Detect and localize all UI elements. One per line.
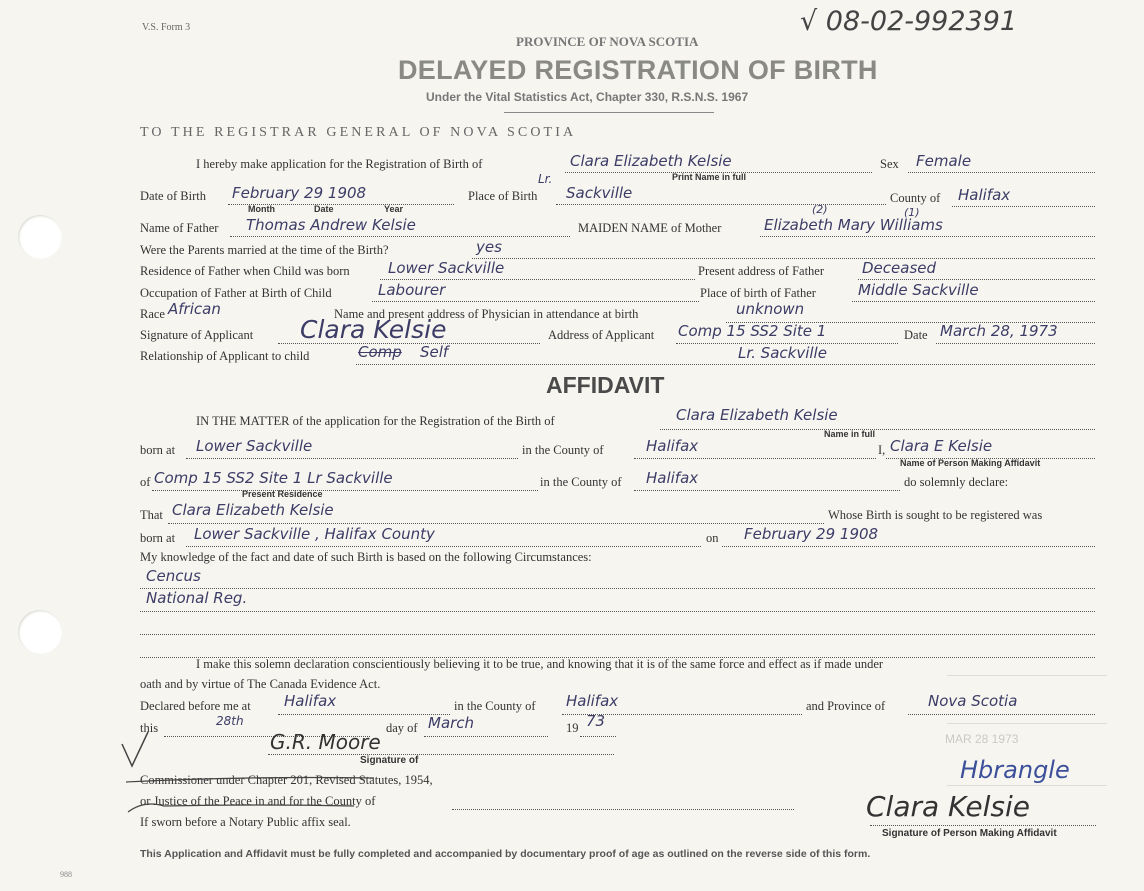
circ-line-2 (140, 599, 1095, 612)
commissioner-signature[interactable]: G.R. Moore (270, 730, 381, 754)
of-label: of (140, 475, 151, 489)
that-field[interactable]: Clara Elizabeth Kelsie (172, 501, 334, 519)
date-label: Date (904, 328, 928, 342)
commissioner-line-1: Commissioner under Chapter 201, Revised Statutes, 1954, (140, 773, 433, 787)
affidavit-county-field[interactable]: Halifax (646, 437, 699, 455)
relationship-line (356, 352, 1095, 365)
dob-label: Date of Birth (140, 189, 206, 203)
decl-county-field[interactable]: Halifax (566, 692, 619, 710)
that-label: That (140, 508, 163, 522)
relationship-field[interactable]: Self (420, 343, 449, 361)
mother-mark-1: (1) (904, 206, 920, 219)
physician-label: Name and present address of Physician in attendance at birth (334, 307, 639, 321)
county2-field[interactable]: Halifax (646, 469, 699, 487)
relationship-strike: Comp (358, 343, 402, 361)
sig-applicant-label: Signature of Applicant (140, 328, 254, 342)
pob-lr: Lr. (538, 172, 553, 186)
relationship-label: Relationship of Applicant to child (140, 349, 310, 363)
pob-father-field[interactable]: Middle Sackville (858, 281, 979, 299)
day-of-label: day of (386, 721, 418, 735)
matter-text: IN THE MATTER of the application for the Registration of the Birth of (196, 414, 555, 428)
residence-field[interactable]: Comp 15 SS2 Site 1 Lr Sackville (154, 469, 393, 487)
form-code: V.S. Form 3 (142, 22, 191, 33)
occupation-field[interactable]: Labourer (378, 281, 446, 299)
child-name-field[interactable]: Clara Elizabeth Kelsie (570, 152, 732, 170)
circ-field-1[interactable]: Cencus (146, 567, 201, 585)
mother-field[interactable]: Elizabeth Mary Williams (764, 216, 943, 234)
footer-note: This Application and Affidavit must be fully completed and accompanied by documentary proof of age as outlined on the reverse side of this form. (140, 848, 871, 860)
affidavit-county-label: in the County of (522, 443, 604, 457)
province-heading: PROVINCE OF NOVA SCOTIA (516, 34, 699, 49)
pob-field[interactable]: Sackville (566, 184, 633, 202)
present-father-label: Present address of Father (698, 264, 825, 278)
res-father-field[interactable]: Lower Sackville (388, 259, 505, 277)
race-label: Race (140, 307, 165, 321)
pob-label: Place of Birth (468, 189, 538, 203)
this-field[interactable]: 28th (216, 714, 244, 728)
punch-hole-bottom (18, 610, 62, 654)
born-at-label: born at (140, 443, 176, 457)
date-field[interactable]: March 28, 1973 (940, 322, 1058, 340)
father-label: Name of Father (140, 221, 219, 235)
sex-field[interactable]: Female (916, 152, 972, 170)
knowledge-label: My knowledge of the fact and date of such Birth is based on the following Circumstances: (140, 550, 592, 564)
res-father-label: Residence of Father when Child was born (140, 264, 350, 278)
father-field[interactable]: Thomas Andrew Kelsie (246, 216, 416, 234)
commissioner-underline-1 (124, 768, 384, 833)
declared-field[interactable]: Halifax (284, 692, 337, 710)
addr-applicant-line2[interactable]: Lr. Sackville (738, 344, 827, 362)
born-at2-field[interactable]: Lower Sackville , Halifax County (194, 525, 435, 543)
form-subtitle: Under the Vital Statistics Act, Chapter 330, R.S.N.S. 1967 (426, 90, 749, 104)
born-at-field[interactable]: Lower Sackville (196, 437, 313, 455)
affiant-name-field[interactable]: Clara E Kelsie (890, 437, 993, 455)
circ-line-1 (140, 576, 1095, 589)
present-residence-hint: Present Residence (242, 489, 323, 499)
commissioner-line-2: or Justice of the Peace in and for the County of (140, 794, 376, 808)
addr-applicant-field[interactable]: Comp 15 SS2 Site 1 (678, 322, 827, 340)
born-at2-label: born at (140, 531, 176, 545)
year-field[interactable]: 73 (586, 712, 606, 730)
sex-label: Sex (880, 157, 899, 171)
day-of-field[interactable]: March (428, 714, 475, 732)
this-label: this (140, 721, 159, 735)
year-prefix: 19 (566, 721, 579, 735)
affiant-sig-line (870, 825, 1096, 826)
affidavit-heading: AFFIDAVIT (546, 372, 665, 398)
occupation-label: Occupation of Father at Birth of Child (140, 286, 332, 300)
county-label: County of (890, 191, 941, 205)
dob-month-hint: Month (248, 204, 275, 214)
affiant-signature[interactable]: Clara Kelsie (866, 790, 1031, 823)
extra-signature[interactable]: Hbrangle (960, 756, 1070, 784)
mother-mark-2: (2) (812, 203, 828, 216)
registration-number: √ 08-02-992391 (800, 6, 1018, 37)
declared-label: Declared before me at (140, 699, 251, 713)
province-label: and Province of (806, 699, 886, 713)
province-field[interactable]: Nova Scotia (928, 692, 1018, 710)
jp-county-line (452, 797, 794, 810)
married-label: Were the Parents married at the time of the Birth? (140, 243, 389, 257)
name-in-full-hint: Name in full (824, 429, 876, 439)
subtitle-rule (504, 112, 714, 113)
county-field[interactable]: Halifax (958, 186, 1011, 204)
to-registrar: TO THE REGISTRAR GENERAL OF NOVA SCOTIA (140, 125, 577, 140)
on-field[interactable]: February 29 1908 (744, 525, 879, 543)
physician-field[interactable]: unknown (736, 300, 805, 318)
sig-applicant-field[interactable]: Clara Kelsie (300, 315, 447, 344)
pob-father-label: Place of birth of Father (700, 286, 816, 300)
dob-field[interactable]: February 29 1908 (232, 184, 367, 202)
dob-date-hint: Date (314, 204, 334, 214)
i-label: I, (878, 443, 886, 457)
on-label: on (706, 531, 719, 545)
married-field[interactable]: yes (476, 238, 502, 256)
person-hint: Name of Person Making Affidavit (900, 458, 1041, 468)
present-father-field[interactable]: Deceased (862, 259, 937, 277)
signature-of-label: Signature of (360, 755, 419, 766)
race-field[interactable]: African (168, 300, 221, 318)
whose-label: Whose Birth is sought to be registered was (828, 508, 1043, 522)
addr-applicant-label: Address of Applicant (548, 328, 655, 342)
commissioner-sig-line (268, 754, 614, 755)
circ-field-2[interactable]: National Reg. (146, 589, 248, 607)
solemn-line-1: I make this solemn declaration conscientiously believing it to be true, and knowing that it is of the same force and effect as if made under (196, 657, 884, 671)
mother-label: MAIDEN NAME of Mother (578, 221, 722, 235)
form-title: DELAYED REGISTRATION OF BIRTH (398, 55, 878, 85)
print-name-hint: Print Name in full (672, 172, 747, 182)
footer-code: 988 (60, 870, 72, 879)
punch-hole-top (18, 215, 62, 259)
decl-county-label: in the County of (454, 699, 536, 713)
application-intro: I hereby make application for the Registration of Birth of (196, 157, 483, 171)
circ-line-3 (140, 622, 1095, 635)
affiant-sig-label: Signature of Person Making Affidavit (882, 828, 1057, 839)
dob-year-hint: Year (384, 204, 404, 214)
notary-note: If sworn before a Notary Public affix seal. (140, 815, 351, 829)
stamp-date: MAR 28 1973 (945, 732, 1019, 746)
matter-name-field[interactable]: Clara Elizabeth Kelsie (676, 406, 838, 424)
county2-label: in the County of (540, 475, 622, 489)
married-line (472, 246, 1095, 259)
solemn-line-2: oath and by virtue of The Canada Evidence Act. (140, 677, 381, 691)
declare-label: do solemnly declare: (904, 475, 1009, 489)
